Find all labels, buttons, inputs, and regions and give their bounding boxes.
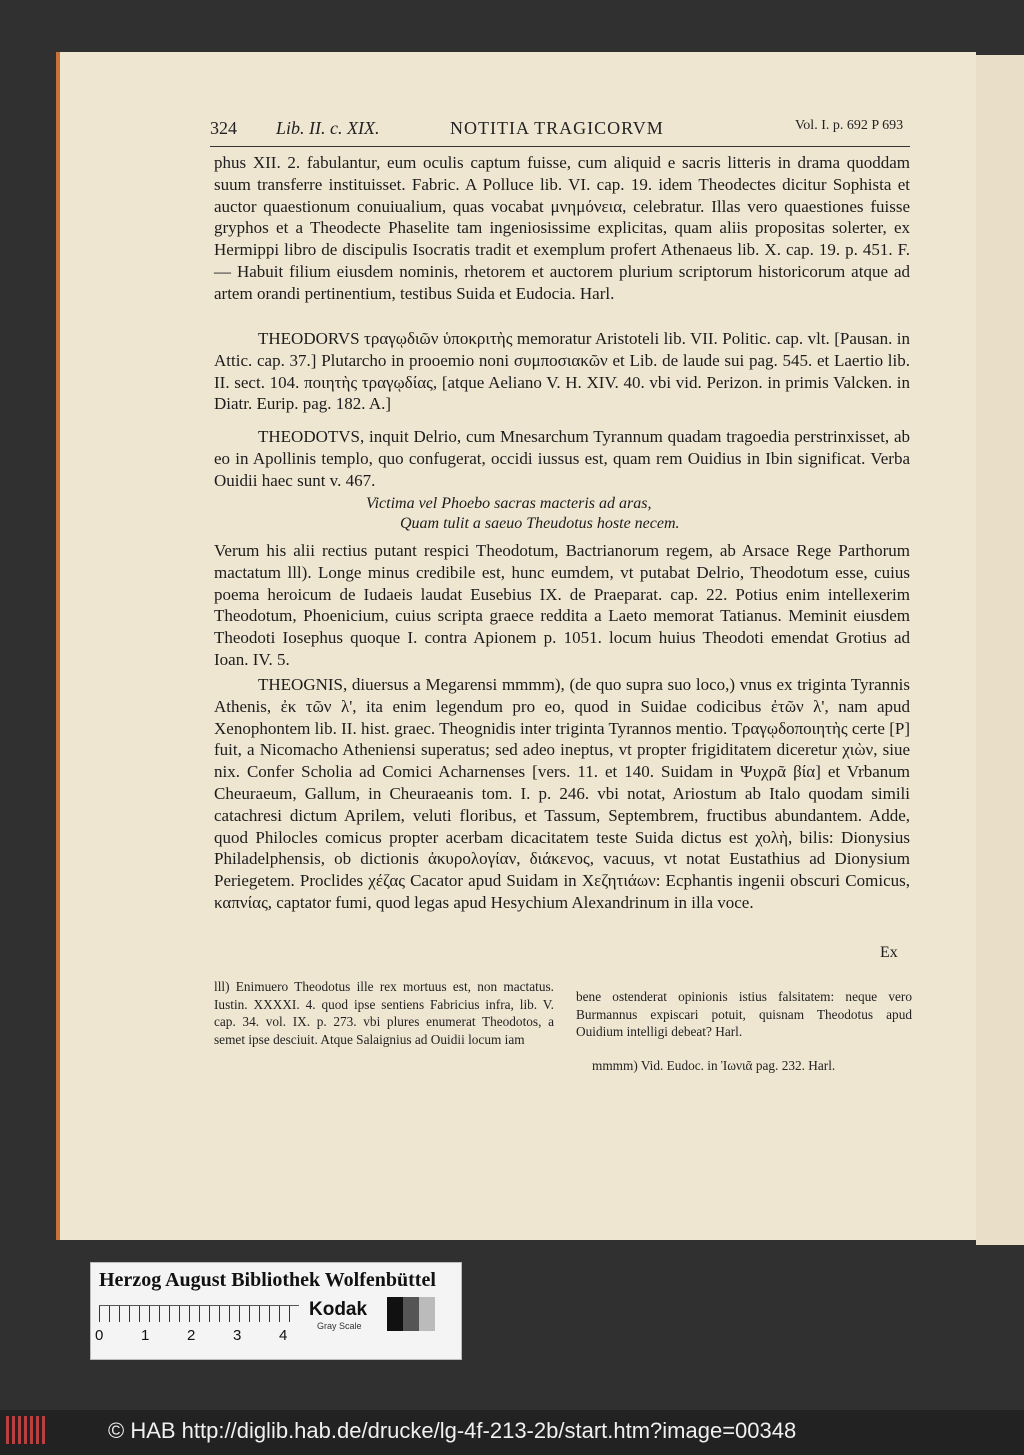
scale-number: 2 [187, 1327, 196, 1344]
library-color-card [90, 1262, 462, 1360]
footnote-lll: lll) Enimuero Theodotus ille rex mortuus est, non mactatus. Iustin. XXXXI. 4. quod ipse sentiens Fabricius infra, lib. V. cap. 34. vol. IX. p. 273. vbi plures enumerat Theodotos, a semet ipse desciuit. Atque Salaignius ad Ouidii locum iam [214, 979, 554, 1047]
verse-line: Quam tulit a saeuo Theudotus hoste necem. [400, 515, 680, 532]
paragraph-theodotus-continued: Verum his alii rectius putant respici Theodotum, Bactrianorum regem, ab Arsace Rege Parthorum mactatum lll). Longe minus credibile est, hunc eumdem, vt putabat Delrio, Theodotum esse, cuius poema heroicum de Iudaeis laudat Eusebius IX. de Praeparat. cap. 22. Potius enim intellexerim Theodotum, Phoenicium, cuius scripta graece reddita a Laeto memorat Tatianus. Meminit eiusdem Theodoti Iosephus quoque I. contra Apionem p. 1051. locum huius Theodoti emendat Grotius ad Ioan. IV. 5. [214, 541, 910, 669]
gray-swatch-black [387, 1297, 403, 1331]
running-title: NOTITIA TRAGICORVM [450, 118, 664, 138]
footnote-lll-continued: bene ostenderat opinionis istius falsitatem: neque vero Burmannus expiscari potuit, quisnam Theodotus apud Ouidium intelligi debeat? Harl. [576, 989, 912, 1039]
gray-swatch-light [419, 1297, 435, 1331]
scale-numbers [95, 1327, 325, 1344]
scale-number: 0 [95, 1327, 104, 1344]
verse-line: Victima vel Phoebo sacras macteris ad aras, [366, 495, 652, 512]
running-header [210, 118, 910, 144]
chapter-reference: Lib. II. c. XIX. [276, 118, 380, 138]
hab-logo-icon [6, 1416, 46, 1444]
paragraph-theodorus: THEODORVS τραγῳδιῶν ὑποκριτὴς memoratur Aristoteli lib. VII. Politic. cap. vlt. [Pausan. in Attic. cap. 37.] Plutarcho in prooemio noni συμποσιακῶν et Lib. de laude sui pag. 545. et Laertio lib. II. sect. 104. ποιητὴς τραγῳδίας, [atque Aeliano V. H. XIV. 40. vbi vid. Perizon. in primis Valcken. in Diatr. Eurip. pag. 182. A.] [214, 329, 910, 414]
kodak-brand: Kodak [309, 1299, 368, 1320]
copyright-url-text: © HAB http://diglib.hab.de/drucke/lg-4f-213-2b/start.htm?image=00348 [108, 1418, 797, 1443]
footnote-mmmm: mmmm) Vid. Eudoc. in Ἰωνιᾶ pag. 232. Harl. [592, 1058, 836, 1073]
scale-ruler [99, 1305, 299, 1322]
catchword: Ex [880, 944, 898, 961]
paragraph-theognis: THEOGNIS, diuersus a Megarensi mmmm), (de quo supra suo loco,) vnus ex triginta Tyrannis Athenis, ἐκ τῶν λ', ita enim legendum pro eo, quod in Suidae codicibus ἐτῶν λ', nam apud Xenophontem lib. II. hist. graec. Theognidis inter triginta Tyrannos mentio. Τραγῳδοποιητὴς certe [P] fuit, a Nicomacho Atheniensi superatus; sed adeo ineptus, vt propter frigiditatem diceretur χιὼν, siue nix. Confer Scholia ad Comici Acharnenses [vers. 11. et 140. Suidam in Ψυχρᾶ βία] et Vrbanum Cheuraeum, Gallum, in Cheuraeanis tom. I. p. 246. vbi notat, Ariostum ab Italo quodam simili catachresi dictum Aprilem, veluti floribus, et Tassum, Septembrem, fructibus abundantem. Adde, quod Philocles comicus propter acerbam dicacitatem teste Suida dictus est χολὴ, bilis: Dionysius Philadelphensis, ob dictionis ἀκυρολογίαν, διάκενος, vacuus, vt notat Eustathius ad Dionysium Periegetem. Proclides χέζας Cacator apud Suidam in Χεζητιάων: Ecphantis ingenii obscuri Comicus, καπνίας, captator fumi, quod legas apud Hesychium Alexandrinum in illa voce. [214, 675, 910, 912]
scale-number: 1 [141, 1327, 150, 1344]
scale-number: 4 [279, 1327, 288, 1344]
volume-reference: Vol. I. p. 692 P 693 [795, 118, 904, 133]
verse-quotation [214, 494, 910, 534]
page-number: 324 [210, 118, 237, 138]
paragraph-theodotus: THEODOTVS, inquit Delrio, cum Mnesarchum Tyrannum quadam tragoedia perstrinxisset, ab eo in Apollinis templo, quo confugerat, occidi iussus est, quam rem Ouidius in Ibin significat. Verba Ouidii haec sunt v. 467. [214, 427, 910, 490]
gray-scale-label: Gray Scale [317, 1321, 362, 1331]
gray-swatch-dark [403, 1297, 419, 1331]
paragraph-theodectes: phus XII. 2. fabulantur, eum oculis captum fuisse, cum aliquid e sacris litteris in drama quoddam suum transferre instituisset. Fabric. A Polluce lib. VI. cap. 19. idem Theodectes dicitur Sophista et auctor quaestionum conuiualium, quas vocabat μνημόνεια, celebratur. Illas vero quaestiones fuisse gryphos et a Theodecte Phaselite tam ingeniosissime explicitas, quam aliis propositas solerter, ex Hermippi libro de discipulis Isocratis tradit et exemplum profert Athenaeus lib. X. cap. 19. p. 451. F. — Habuit filium eiusdem nominis, rhetorem et auctorem plurium scriptorum historicorum atque ad artem orandi pertinentium, testibus Suida et Eudocia. Harl. [214, 153, 910, 303]
library-name: Herzog August Bibliothek Wolfenbüttel [99, 1269, 436, 1291]
scale-number: 3 [233, 1327, 242, 1344]
header-rule [210, 146, 910, 147]
copyright-footer [0, 1410, 1024, 1455]
ruler-ticks [99, 1306, 299, 1322]
facing-page-edge [976, 55, 1024, 1245]
